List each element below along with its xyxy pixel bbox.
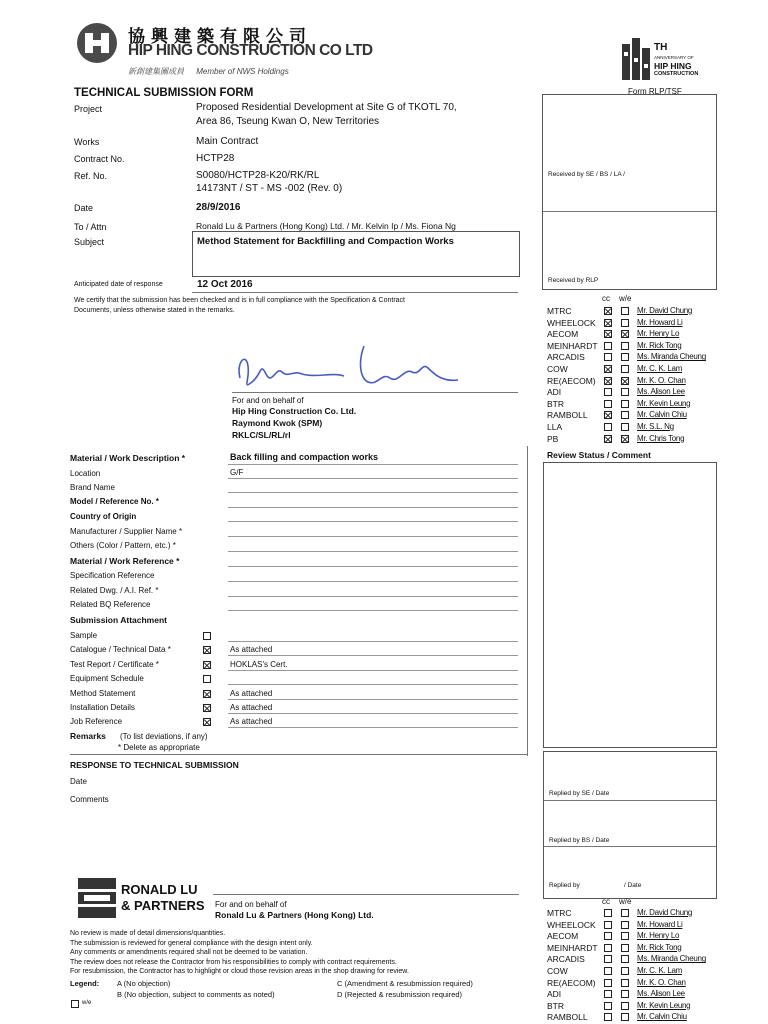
spec-ref-label: Specification Reference bbox=[70, 571, 155, 580]
attachment-underline bbox=[228, 713, 518, 714]
cc-checkbox[interactable] bbox=[604, 932, 612, 940]
distribution-recipient: Mr. S.L. Ng bbox=[637, 422, 674, 431]
attachment-label: Job Reference bbox=[70, 717, 123, 727]
distribution-recipient: Mr. Rick Tong bbox=[637, 340, 682, 350]
attachment-underline bbox=[228, 684, 518, 685]
material-ref-heading: Material / Work Reference * bbox=[70, 556, 180, 566]
we-checkbox[interactable] bbox=[621, 307, 629, 315]
distribution-row bbox=[547, 920, 727, 932]
cc-checkbox[interactable] bbox=[604, 979, 612, 987]
cc-header: cc bbox=[602, 294, 610, 303]
distribution-recipient: Mr. Rick Tong bbox=[637, 942, 682, 952]
legend-we-label: w/e bbox=[82, 1000, 92, 1006]
distribution-org: WHEELOCK bbox=[547, 317, 596, 328]
signatory-ref: RKLC/SL/RL/rl bbox=[232, 430, 291, 440]
distribution-recipient: Mr. C. K. Lam bbox=[637, 364, 682, 373]
distribution-row bbox=[547, 329, 727, 341]
attachment-checkbox[interactable] bbox=[203, 704, 211, 712]
we-checkbox[interactable] bbox=[621, 423, 629, 431]
subject-value: Method Statement for Backfilling and Compaction Works bbox=[197, 236, 454, 247]
remarks-hint: (To list deviations, if any) bbox=[120, 732, 208, 741]
cc-checkbox[interactable] bbox=[604, 990, 612, 998]
we-checkbox[interactable] bbox=[621, 330, 629, 338]
distribution-org: PB bbox=[547, 433, 559, 444]
cc-checkbox[interactable] bbox=[604, 353, 612, 361]
we-checkbox[interactable] bbox=[621, 365, 629, 373]
material-heading: Material / Work Description * bbox=[70, 453, 186, 463]
distribution-org: RAMBOLL bbox=[547, 1012, 588, 1023]
cc-checkbox[interactable] bbox=[604, 955, 612, 963]
location-value: G/F bbox=[230, 468, 244, 477]
we-checkbox[interactable] bbox=[621, 377, 629, 385]
works-label: Works bbox=[74, 137, 100, 147]
we-checkbox[interactable] bbox=[621, 955, 629, 963]
we-checkbox[interactable] bbox=[621, 944, 629, 952]
distribution-org: WHEELOCK bbox=[547, 919, 596, 930]
contract-no-value: HCTP28 bbox=[196, 153, 235, 164]
ref-no-label: Ref. No. bbox=[74, 171, 108, 181]
works-value: Main Contract bbox=[196, 136, 259, 147]
distribution-row bbox=[547, 1001, 727, 1013]
cc-checkbox[interactable] bbox=[604, 388, 612, 396]
distribution-recipient: Mr. David Chung bbox=[637, 908, 693, 917]
received-se-label: Received by SE / BS / LA / bbox=[548, 171, 625, 178]
distribution-org: BTR bbox=[547, 398, 564, 409]
distribution-row bbox=[547, 978, 727, 990]
attachment-checkbox[interactable] bbox=[203, 646, 211, 654]
attachment-checkbox[interactable] bbox=[203, 675, 211, 683]
distribution-recipient: Mr. Calvin Chiu bbox=[637, 410, 687, 420]
replied-by-label: Replied by bbox=[549, 882, 580, 889]
cc-header-2: cc bbox=[602, 897, 610, 906]
we-checkbox[interactable] bbox=[621, 932, 629, 940]
distribution-org: ADI bbox=[547, 387, 562, 398]
related-dwg-label: Related Dwg. / A.I. Ref. * bbox=[70, 586, 159, 595]
we-header-2: w/e bbox=[619, 897, 632, 906]
distribution-row bbox=[547, 954, 727, 966]
distribution-row bbox=[547, 376, 727, 388]
to-attn-value: Ronald Lu & Partners (Hong Kong) Ltd. / Mr. Kelvin Ip / Ms. Fiona Ng bbox=[196, 221, 456, 231]
distribution-recipient: Mr. Calvin Chiu bbox=[637, 1012, 687, 1022]
attachment-label: Test Report / Certificate * bbox=[70, 659, 159, 669]
distribution-recipient: Mr. K. O. Chan bbox=[637, 375, 686, 385]
distribution-org: AECOM bbox=[547, 931, 579, 942]
distribution-row bbox=[547, 434, 727, 446]
cc-checkbox[interactable] bbox=[604, 423, 612, 431]
distribution-recipient: Ms. Miranda Cheung bbox=[637, 954, 706, 964]
we-checkbox[interactable] bbox=[621, 342, 629, 350]
ronald-lu-partners: & PARTNERS bbox=[121, 898, 205, 913]
distribution-recipient: Mr. K. O. Chan bbox=[637, 977, 686, 987]
legend-c: C (Amendment & resubmission required) bbox=[337, 979, 473, 988]
anniversary-of: ANNIVERSARY OF bbox=[654, 55, 694, 60]
subject-box bbox=[192, 231, 520, 277]
distribution-org: ADI bbox=[547, 989, 562, 1000]
ronald-lu-name: RONALD LU bbox=[121, 882, 198, 897]
to-attn-label: To / Attn bbox=[74, 222, 107, 232]
signatory-company: Hip Hing Construction Co. Ltd. bbox=[232, 406, 357, 416]
distribution-recipient: Mr. Chris Tong bbox=[637, 433, 685, 443]
legend-d: D (Rejected & resubmission required) bbox=[337, 990, 463, 999]
member-english: Member of NWS Holdings bbox=[196, 67, 289, 76]
distribution-row bbox=[547, 352, 727, 364]
country-label: Country of Origin bbox=[70, 512, 137, 521]
distribution-org: BTR bbox=[547, 1000, 564, 1011]
replied-bs-label: Replied by BS / Date bbox=[549, 837, 610, 844]
legend-b: B (No objection, subject to comments as noted) bbox=[117, 990, 275, 999]
anniversary-construction: CONSTRUCTION bbox=[654, 71, 699, 77]
ref-no-value-line2: 14173NT / ST - MS -002 (Rev. 0) bbox=[196, 183, 343, 194]
location-label: Location bbox=[70, 469, 101, 478]
response-heading: RESPONSE TO TECHNICAL SUBMISSION bbox=[70, 760, 239, 770]
we-checkbox[interactable] bbox=[621, 400, 629, 408]
we-header: w/e bbox=[619, 294, 632, 303]
replied-box bbox=[543, 751, 717, 899]
distribution-org: AECOM bbox=[547, 329, 579, 340]
legend-a: A (No objection) bbox=[117, 979, 171, 988]
distribution-recipient: Ms. Alison Lee bbox=[637, 387, 685, 397]
attachment-underline bbox=[228, 641, 518, 642]
rlp-on-behalf: For and on behalf of bbox=[215, 900, 287, 909]
contract-no-label: Contract No. bbox=[74, 154, 125, 164]
we-checkbox[interactable] bbox=[621, 990, 629, 998]
distribution-org: RE(AECOM) bbox=[547, 977, 596, 988]
attachment-underline bbox=[228, 727, 518, 728]
brand-name-label: Brand Name bbox=[70, 483, 115, 492]
distribution-recipient: Mr. Kevin Leung bbox=[637, 398, 691, 408]
distribution-org: ARCADIS bbox=[547, 352, 585, 363]
date-label: Date bbox=[74, 203, 94, 213]
distribution-recipient: Mr. Henry Lo bbox=[637, 329, 680, 339]
distribution-org: COW bbox=[547, 364, 568, 374]
anticipated-label: Anticipated date of response bbox=[74, 281, 163, 288]
rlp-note: The submission is reviewed for general compliance with the design intent only. bbox=[70, 939, 313, 947]
rlp-notes bbox=[70, 929, 409, 977]
project-value-line1: Proposed Residential Development at Site G of TKOTL 70, bbox=[196, 102, 457, 113]
attachment-underline bbox=[228, 670, 518, 671]
date-value: 28/9/2016 bbox=[196, 202, 241, 213]
attachment-label: Installation Details bbox=[70, 703, 135, 712]
delete-note: * Delete as appropriate bbox=[118, 743, 200, 752]
attachment-checkbox[interactable] bbox=[203, 718, 211, 726]
cc-checkbox[interactable] bbox=[604, 411, 612, 419]
we-checkbox[interactable] bbox=[621, 435, 629, 443]
member-chinese: 新創建集團成員 bbox=[128, 67, 184, 76]
anticipated-value: 12 Oct 2016 bbox=[197, 279, 253, 290]
distribution-recipient: Mr. David Chung bbox=[637, 306, 693, 315]
distribution-recipient: Mr. Howard Li bbox=[637, 317, 683, 327]
rlp-note: Any comments or amendments required shall not be deemed to be variation. bbox=[70, 949, 308, 956]
project-label: Project bbox=[74, 104, 103, 114]
cc-checkbox[interactable] bbox=[604, 365, 612, 373]
manufacturer-label: Manufacturer / Supplier Name * bbox=[70, 527, 183, 536]
distribution-row bbox=[547, 387, 727, 399]
distribution-recipient: Mr. C. K. Lam bbox=[637, 966, 682, 975]
attachment-note: HOKLAS's Cert. bbox=[230, 659, 288, 669]
rlp-note: The review does not release the Contractor from his responsibilities to comply with contract requirements. bbox=[70, 958, 397, 966]
distribution-org: RE(AECOM) bbox=[547, 375, 596, 386]
distribution-recipient: Mr. Howard Li bbox=[637, 919, 683, 929]
response-comments-label: Comments bbox=[70, 795, 109, 804]
attachment-heading: Submission Attachment bbox=[70, 615, 167, 625]
distribution-row bbox=[547, 931, 727, 943]
we-checkbox[interactable] bbox=[621, 909, 629, 917]
distribution-org: RAMBOLL bbox=[547, 410, 588, 421]
certify-line1: We certify that the submission has been checked and is in full compliance with the Specification & Contract bbox=[74, 297, 405, 304]
rlp-note: For resubmission, the Contractor has to highlight or cloud those revision areas in the shop drawing for review. bbox=[70, 968, 409, 975]
distribution-row bbox=[547, 341, 727, 353]
subject-label: Subject bbox=[74, 237, 105, 247]
distribution-org: MEINHARDT bbox=[547, 942, 598, 953]
distribution-row bbox=[547, 364, 727, 376]
attachment-checkbox[interactable] bbox=[203, 632, 211, 640]
cc-checkbox[interactable] bbox=[604, 944, 612, 952]
rlp-company: Ronald Lu & Partners (Hong Kong) Ltd. bbox=[215, 910, 374, 920]
we-checkbox[interactable] bbox=[621, 921, 629, 929]
distribution-row bbox=[547, 410, 727, 422]
distribution-org: COW bbox=[547, 966, 568, 976]
we-checkbox[interactable] bbox=[621, 353, 629, 361]
attachment-checkbox[interactable] bbox=[203, 661, 211, 669]
cc-checkbox[interactable] bbox=[604, 307, 612, 315]
cc-checkbox[interactable] bbox=[604, 342, 612, 350]
attachment-checkbox[interactable] bbox=[203, 690, 211, 698]
cc-checkbox[interactable] bbox=[604, 1002, 612, 1010]
distribution-recipient: Mr. Kevin Leung bbox=[637, 1000, 691, 1010]
distribution-org: MTRC bbox=[547, 306, 572, 316]
distribution-row bbox=[547, 943, 727, 955]
distribution-row bbox=[547, 966, 727, 978]
cc-checkbox[interactable] bbox=[604, 319, 612, 327]
hip-hing-logo bbox=[76, 22, 118, 64]
attachment-underline bbox=[228, 699, 518, 700]
response-date-label: Date bbox=[70, 777, 87, 786]
distribution-org: ARCADIS bbox=[547, 954, 585, 965]
distribution-row bbox=[547, 908, 727, 920]
project-value-line2: Area 86, Tseung Kwan O, New Territories bbox=[196, 116, 380, 127]
anniversary-hiphing: HIP HING bbox=[654, 61, 692, 71]
distribution-recipient: Ms. Miranda Cheung bbox=[637, 352, 706, 362]
cc-checkbox[interactable] bbox=[604, 377, 612, 385]
distribution-row bbox=[547, 422, 727, 434]
distribution-org: MEINHARDT bbox=[547, 340, 598, 351]
form-title: TECHNICAL SUBMISSION FORM bbox=[74, 87, 254, 99]
distribution-row bbox=[547, 399, 727, 411]
attachment-label: Method Statement bbox=[70, 688, 136, 698]
we-checkbox[interactable] bbox=[621, 1002, 629, 1010]
attachment-note: As attached bbox=[230, 717, 273, 727]
legend-label: Legend: bbox=[70, 979, 100, 988]
cc-checkbox[interactable] bbox=[604, 1013, 612, 1021]
distribution-recipient: Mr. Henry Lo bbox=[637, 931, 680, 941]
certify-line2: Documents, unless otherwise stated in the remarks. bbox=[74, 307, 235, 314]
cc-checkbox[interactable] bbox=[604, 330, 612, 338]
distribution-row bbox=[547, 306, 727, 318]
attachment-note: As attached bbox=[230, 688, 273, 698]
we-checkbox[interactable] bbox=[621, 967, 629, 975]
legend-we-checkbox[interactable] bbox=[71, 1000, 79, 1008]
company-english-name: HIP HING CONSTRUCTION CO LTD bbox=[128, 42, 373, 59]
ref-no-value-line1: S0080/HCTP28-K20/RK/RL bbox=[196, 170, 320, 181]
company-chinese-name: 協興建築有限公司 bbox=[128, 27, 312, 47]
attachment-label: Sample bbox=[70, 631, 98, 640]
rlp-note: No review is made of detail dimensions/quantities. bbox=[70, 930, 226, 937]
remarks-label: Remarks bbox=[70, 731, 106, 741]
replied-se-label: Replied by SE / Date bbox=[549, 790, 610, 797]
replied-date-label: / Date bbox=[624, 882, 642, 889]
we-checkbox[interactable] bbox=[621, 319, 629, 327]
cc-checkbox[interactable] bbox=[604, 909, 612, 917]
review-comment-box[interactable] bbox=[543, 462, 717, 748]
distribution-recipient: Ms. Alison Lee bbox=[637, 989, 685, 999]
cc-checkbox[interactable] bbox=[604, 435, 612, 443]
material-description: Back filling and compaction works bbox=[230, 452, 379, 462]
review-status-heading: Review Status / Comment bbox=[547, 450, 651, 460]
related-bq-label: Related BQ Reference bbox=[70, 600, 151, 609]
anniversary-logo bbox=[620, 38, 720, 86]
attachment-label: Catalogue / Technical Data * bbox=[70, 645, 171, 655]
cc-checkbox[interactable] bbox=[604, 400, 612, 408]
attachment-label: Equipment Schedule bbox=[70, 674, 144, 684]
distribution-row bbox=[547, 1012, 727, 1024]
we-checkbox[interactable] bbox=[621, 388, 629, 396]
received-box bbox=[542, 94, 717, 290]
hip-hing-signature bbox=[232, 342, 472, 398]
cc-checkbox[interactable] bbox=[604, 921, 612, 929]
attachment-note: As attached bbox=[230, 645, 273, 655]
we-checkbox[interactable] bbox=[621, 1013, 629, 1021]
distribution-org: MTRC bbox=[547, 908, 572, 918]
attachment-underline bbox=[228, 655, 518, 656]
attachment-note: As attached bbox=[230, 703, 273, 712]
we-checkbox[interactable] bbox=[621, 411, 629, 419]
distribution-row bbox=[547, 989, 727, 1001]
form-reference: Form RLP/TSF bbox=[628, 87, 682, 96]
ronald-lu-logo bbox=[78, 878, 116, 918]
we-checkbox[interactable] bbox=[621, 979, 629, 987]
distribution-row bbox=[547, 318, 727, 330]
received-rlp-label: Received by RLP bbox=[548, 277, 599, 284]
distribution-org: LLA bbox=[547, 422, 563, 432]
anniversary-th: TH bbox=[654, 42, 668, 53]
others-label: Others (Color / Pattern, etc.) * bbox=[70, 541, 176, 550]
cc-checkbox[interactable] bbox=[604, 967, 612, 975]
model-ref-label: Model / Reference No. * bbox=[70, 497, 159, 506]
signatory-on-behalf: For and on behalf of bbox=[232, 396, 304, 405]
signatory-name: Raymond Kwok (SPM) bbox=[232, 418, 323, 428]
